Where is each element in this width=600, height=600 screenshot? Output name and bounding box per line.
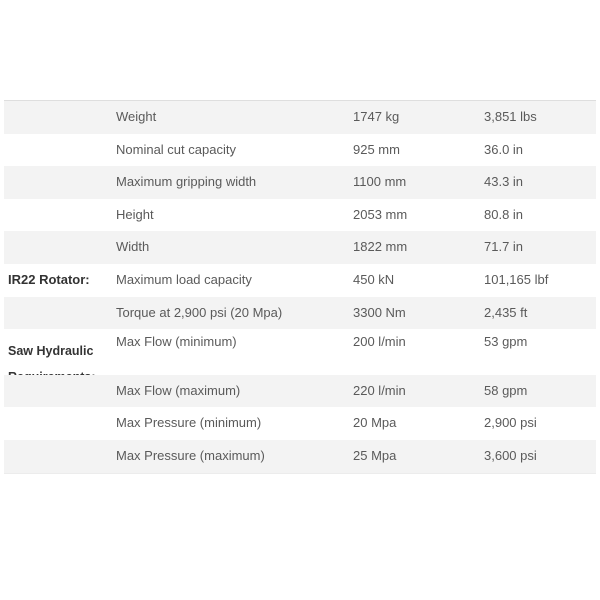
metric-value: 1747 kg [353, 109, 400, 124]
imperial-value: 3,600 psi [484, 448, 537, 464]
imperial-value: 36.0 in [484, 141, 524, 157]
metric-value: 200 l/min [353, 334, 406, 350]
table-row [4, 166, 596, 199]
spec-label: Nominal cut capacity [116, 141, 236, 157]
spec-label: Max Pressure (maximum) [116, 448, 265, 464]
imperial-value: 80.8 in [484, 206, 524, 222]
table-row [4, 297, 596, 330]
imperial-value: 101,165 lbf [484, 271, 549, 287]
metric-value: 2053 mm [353, 206, 408, 222]
metric-value: 1100 mm [353, 174, 407, 190]
spec-label: Maximum gripping width [116, 174, 257, 190]
spec-label: Maximum load capacity [116, 271, 252, 287]
spec-label: Height [116, 206, 154, 222]
table-row [4, 407, 596, 440]
metric-value: 3300 Nm [353, 304, 406, 320]
imperial-value: 71.7 in [484, 239, 524, 255]
spec-label: Torque at 2,900 psi (20 Mpa) [116, 304, 283, 320]
table-row [4, 101, 596, 134]
spec-table [4, 100, 596, 474]
imperial-value: 2,900 psi [484, 415, 537, 431]
metric-value: 220 l/min [353, 382, 406, 398]
metric-value: 20 Mpa [353, 415, 397, 431]
imperial-value: 2,435 ft [484, 304, 528, 320]
metric-value: 450 kN [353, 271, 395, 287]
spec-label: Weight [116, 109, 157, 124]
imperial-value: 43.3 in [484, 174, 524, 190]
imperial-value: 53 gpm [484, 334, 528, 350]
table-row [4, 375, 596, 408]
imperial-value: 3,851 lbs [484, 109, 537, 124]
group-heading-rotator: IR22 Rotator: [8, 271, 90, 287]
metric-value: 25 Mpa [353, 448, 397, 464]
table-row [4, 329, 596, 375]
spec-label: Width [116, 239, 150, 255]
metric-value: 925 mm [353, 141, 400, 157]
table-row [4, 199, 596, 232]
imperial-value: 58 gpm [484, 382, 528, 398]
metric-value: 1822 mm [353, 239, 408, 255]
spec-label: Max Flow (maximum) [116, 382, 241, 398]
table-row [4, 134, 596, 167]
table-row [4, 231, 596, 264]
spec-label: Max Pressure (minimum) [116, 415, 262, 431]
group-heading-line: Saw Hydraulic [8, 344, 94, 359]
table-row [4, 440, 596, 474]
table-row [4, 264, 596, 297]
spec-label: Max Flow (minimum) [116, 334, 237, 350]
